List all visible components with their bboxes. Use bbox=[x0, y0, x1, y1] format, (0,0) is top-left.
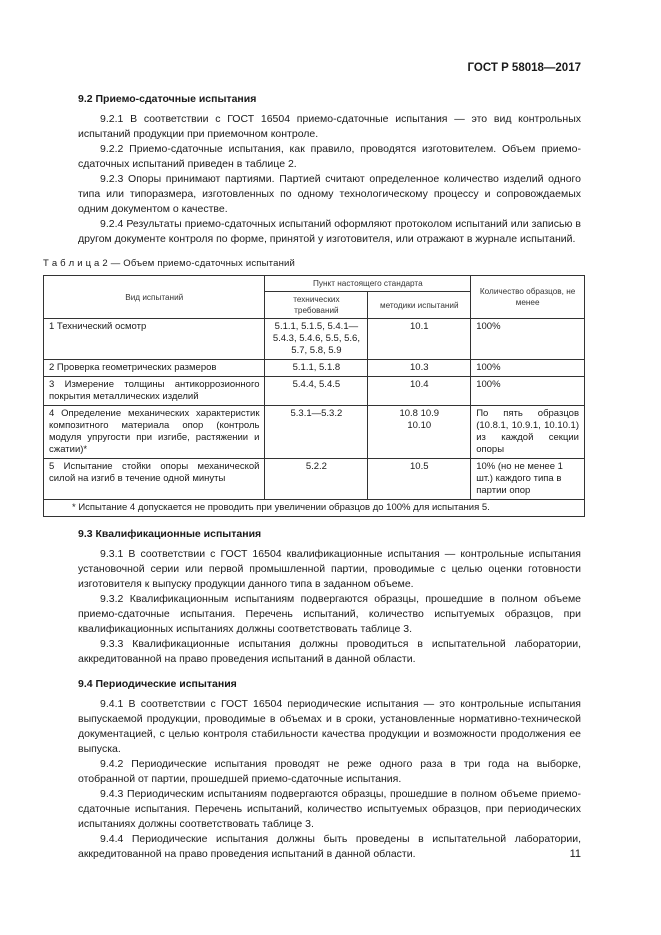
row-sample-count: 100% bbox=[471, 360, 585, 377]
table-row bbox=[44, 319, 585, 360]
row-sample-count: 100% bbox=[471, 319, 585, 360]
paragraph-9-2-4: 9.2.4 Результаты приемо-сдаточных испытаний оформляют протоколом испытаний или записью в другом документе контроля по форме, принятой у изготовителя, или отражают в журнале испытаний. bbox=[78, 218, 581, 245]
paragraph-9-4-4: 9.4.4 Периодические испытания должны быть проведены в испытательной лаборатории, аккредитованной на право проведения испытаний в данной области. bbox=[78, 833, 581, 860]
section-9-4-heading: 9.4 Периодические испытания bbox=[78, 678, 237, 690]
table-head-count: Количество образцов, не менее bbox=[471, 276, 585, 319]
row-sample-count: 10% (но не менее 1 шт.) каждого типа в партии опор bbox=[471, 459, 585, 500]
paragraph-9-2-3: 9.2.3 Опоры принимают партиями. Партией считают определенное количество изделий одного типа или типоразмера, изготовленных по одному технологическому процессу и сопровождаемых одним документом о качестве. bbox=[78, 173, 581, 215]
table-head-clause: Пункт настоящего стандарта bbox=[265, 276, 471, 292]
row-method: 10.3 bbox=[368, 360, 471, 377]
row-method: 10.8 10.9 10.10 bbox=[368, 406, 471, 459]
page-content bbox=[43, 92, 581, 862]
row-requirements: 5.3.1—5.3.2 bbox=[265, 406, 368, 459]
row-test-name: 2 Проверка геометрических размеров bbox=[44, 360, 265, 377]
paragraph-9-3-1: 9.3.1 В соответствии с ГОСТ 16504 квалификационные испытания — контрольные испытания установочной серии или первой промышленной партии, проводимые с целью оценки готовности изготовителя к выпуску продукции данного типа в заданном объеме. bbox=[78, 548, 581, 590]
paragraph-9-2-2: 9.2.2 Приемо-сдаточные испытания, как правило, проводятся изготовителем. Объем приемо-сдаточных испытаний приведен в таблице 2. bbox=[78, 143, 581, 170]
section-9-2-heading: 9.2 Приемо-сдаточные испытания bbox=[78, 93, 257, 105]
paragraph-9-4-3: 9.4.3 Периодическим испытаниям подвергаются образцы, прошедшие в полном объеме приемо-сдаточные испытания. Перечень испытаний, количество испытуемых образцов, при периодических испытаниях должны соответствовать таблице 3. bbox=[78, 788, 581, 830]
paragraph-9-3-2: 9.3.2 Квалификационным испытаниям подвергаются образцы, прошедшие в полном объеме приемо-сдаточные испытания. Перечень испытаний, количество испытуемых образцов, при квалификационных испытаниях должны соответствовать таблице 3. bbox=[78, 593, 581, 635]
section-9-3-heading: 9.3 Квалификационные испытания bbox=[78, 528, 262, 540]
row-requirements: 5.2.2 bbox=[265, 459, 368, 500]
table-head-requirements: технических требований bbox=[265, 292, 368, 319]
row-requirements: 5.1.1, 5.1.5, 5.4.1—5.4.3, 5.4.6, 5.5, 5.6, 5.7, 5.8, 5.9 bbox=[265, 319, 368, 360]
page-number: 11 bbox=[569, 848, 581, 860]
row-test-name: 4 Определение механических характеристик композитного материала опор (контроль модуля упругости при изгибе, растяжении и сжатии)* bbox=[44, 406, 265, 459]
row-test-name: 1 Технический осмотр bbox=[44, 319, 265, 360]
row-test-name: 3 Измерение толщины антикоррозионного покрытия металлических изделий bbox=[44, 377, 265, 406]
row-method: 10.5 bbox=[368, 459, 471, 500]
table-footnote: * Испытание 4 допускается не проводить при увеличении образцов до 100% для испытания 5. bbox=[44, 500, 585, 517]
row-sample-count: 100% bbox=[471, 377, 585, 406]
row-method: 10.4 bbox=[368, 377, 471, 406]
table-head-type: Вид испытаний bbox=[44, 276, 265, 319]
row-method: 10.1 bbox=[368, 319, 471, 360]
table-2-caption: Т а б л и ц а 2 — Объем приемо-сдаточных испытаний bbox=[43, 258, 296, 269]
table-row bbox=[44, 406, 585, 459]
paragraph-9-3-3: 9.3.3 Квалификационные испытания должны проводиться в испытательной лаборатории, аккредитованной на право проведения испытаний в данной области. bbox=[78, 638, 581, 665]
paragraph-9-4-1: 9.4.1 В соответствии с ГОСТ 16504 периодические испытания — это контрольные испытания выпускаемой продукции, проводимые в объемах и в сроки, установленные нормативно-технической документацией, с целью контроля стабильности качества продукции и возможности продолжения ее выпуска. bbox=[78, 698, 581, 755]
row-test-name: 5 Испытание стойки опоры механической силой на изгиб в течение одной минуты bbox=[44, 459, 265, 500]
standard-header: ГОСТ Р 58018—2017 bbox=[467, 62, 581, 74]
row-requirements: 5.4.4, 5.4.5 bbox=[265, 377, 368, 406]
row-requirements: 5.1.1, 5.1.8 bbox=[265, 360, 368, 377]
paragraph-9-4-2: 9.4.2 Периодические испытания проводят не реже одного раза в три года на выборке, отобранной от партии, прошедшей приемо-сдаточные испытания. bbox=[78, 758, 581, 785]
table-2 bbox=[43, 275, 585, 517]
table-row bbox=[44, 360, 585, 377]
table-row bbox=[44, 459, 585, 500]
row-sample-count: По пять образцов (10.8.1, 10.9.1, 10.10.1) из каждой секции опоры bbox=[471, 406, 585, 459]
paragraph-9-2-1: 9.2.1 В соответствии с ГОСТ 16504 приемо-сдаточные испытания — это вид контрольных испытаний продукции при приемочном контроле. bbox=[78, 113, 581, 140]
table-head-methods: методики испытаний bbox=[368, 292, 471, 319]
table-row bbox=[44, 377, 585, 406]
